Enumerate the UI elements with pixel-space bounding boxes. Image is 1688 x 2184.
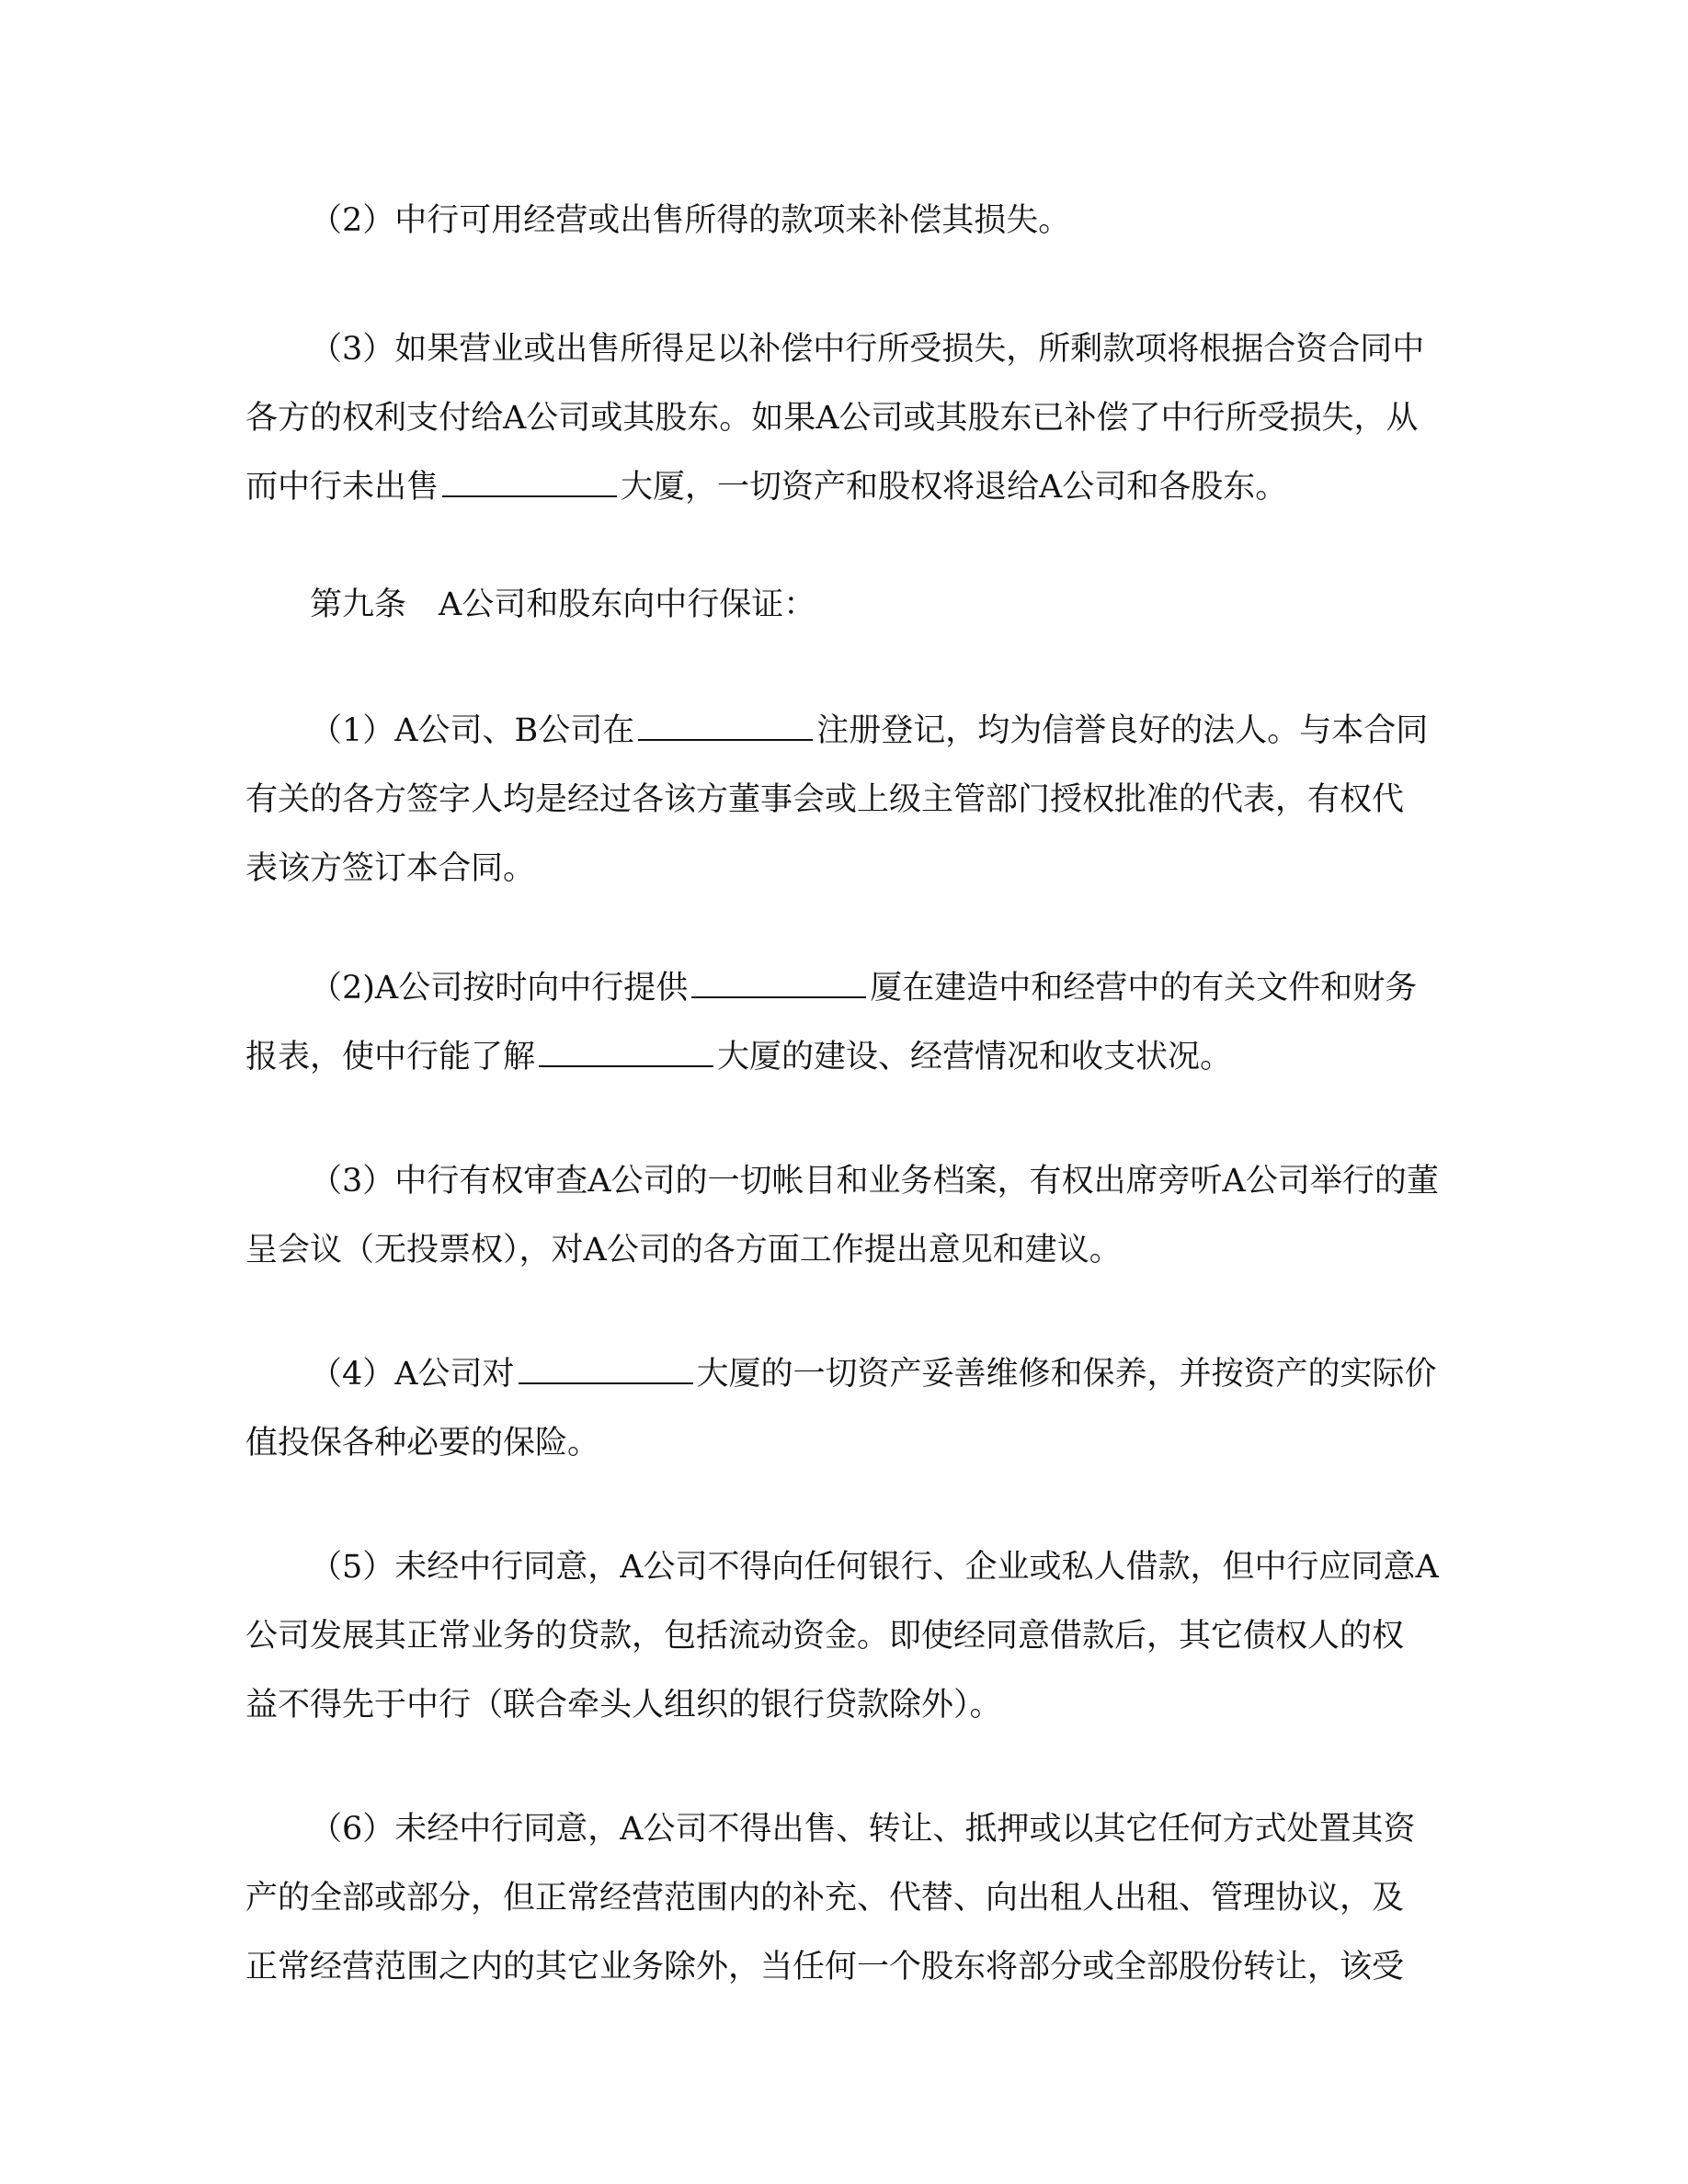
text-line <box>310 965 1417 1011</box>
text-segment: （6）未经中行同意，A公司不得出售、转让、抵押或以其它任何方式处置其资 <box>310 1811 1416 1848</box>
text-line <box>245 777 1404 823</box>
text-segment: （1）A公司、B公司在 <box>310 712 635 749</box>
text-segment: 呈会议（无投票权），对A公司的各方面工作提出意见和建议。 <box>245 1232 1122 1268</box>
text-segment: 注册登记，均为信誉良好的法人。与本合同 <box>816 712 1429 749</box>
text-segment: 报表，使中行能了解 <box>245 1039 536 1075</box>
text-line <box>310 1158 1439 1204</box>
text-line <box>310 582 815 628</box>
fill-in-blank <box>638 709 813 741</box>
text-line <box>310 1544 1439 1590</box>
text-segment: 大厦的一切资产妥善维修和保养，并按资产的实际价 <box>696 1356 1437 1393</box>
fill-in-blank <box>539 1035 713 1067</box>
text-segment: 公司发展其正常业务的贷款，包括流动资金。即使经同意借款后，其它债权人的权 <box>245 1618 1405 1655</box>
text-line <box>310 708 1428 754</box>
text-line <box>310 326 1424 372</box>
text-segment: 第九条 A公司和股东向中行保证： <box>310 586 816 623</box>
text-segment: （3）如果营业或出售所得足以补偿中行所受损失，所剩款项将根据合资合同中 <box>310 331 1425 368</box>
text-line <box>245 846 535 892</box>
text-line <box>245 1420 599 1466</box>
fill-in-blank <box>442 465 617 497</box>
text-line <box>245 464 1287 510</box>
text-line <box>245 1227 1122 1273</box>
text-segment: 正常经营范围之内的其它业务除外，当任何一个股东将部分或全部股份转让，该受 <box>245 1949 1405 1985</box>
text-segment: （3）中行有权审查A公司的一切帐目和业务档案，有权出席旁听A公司举行的董 <box>310 1163 1439 1200</box>
text-segment: （5）未经中行同意，A公司不得向任何银行、企业或私人借款，但中行应同意A <box>310 1549 1439 1586</box>
text-segment: （2）中行可用经营或出售所得的款项来补偿其损失。 <box>310 202 1071 239</box>
text-segment: 值投保各种必要的保险。 <box>245 1425 600 1462</box>
text-segment: （2)A公司按时向中行提供 <box>310 970 689 1007</box>
text-segment: 厦在建造中和经营中的有关文件和财务 <box>870 970 1418 1007</box>
text-line <box>245 1613 1404 1659</box>
text-segment: 产的全部或部分，但正常经营范围内的补充、代替、向出租人出租、管理协议，及 <box>245 1880 1405 1917</box>
text-line <box>245 395 1419 441</box>
text-segment: （4）A公司对 <box>310 1356 515 1393</box>
text-line <box>245 1034 1232 1080</box>
text-segment: 大厦的建设、经营情况和收支状况。 <box>717 1039 1233 1075</box>
text-line <box>245 1944 1404 1990</box>
text-segment: 而中行未出售 <box>245 469 439 506</box>
text-segment: 各方的权利支付给A公司或其股东。如果A公司或其股东已补偿了中行所受损失，从 <box>245 400 1419 437</box>
fill-in-blank <box>519 1352 693 1384</box>
text-line <box>245 1875 1404 1921</box>
text-line <box>310 1806 1416 1852</box>
fill-in-blank <box>691 966 866 998</box>
text-segment: 有关的各方签字人均是经过各该方董事会或上级主管部门授权批准的代表，有权代 <box>245 781 1405 818</box>
text-segment: 表该方签订本合同。 <box>245 850 536 887</box>
text-line <box>245 1682 1002 1728</box>
text-segment: 大厦，一切资产和股权将退给A公司和各股东。 <box>621 469 1288 506</box>
text-line <box>310 198 1070 244</box>
text-segment: 益不得先于中行（联合牵头人组织的银行贷款除外）。 <box>245 1687 1002 1723</box>
text-line <box>310 1351 1437 1397</box>
